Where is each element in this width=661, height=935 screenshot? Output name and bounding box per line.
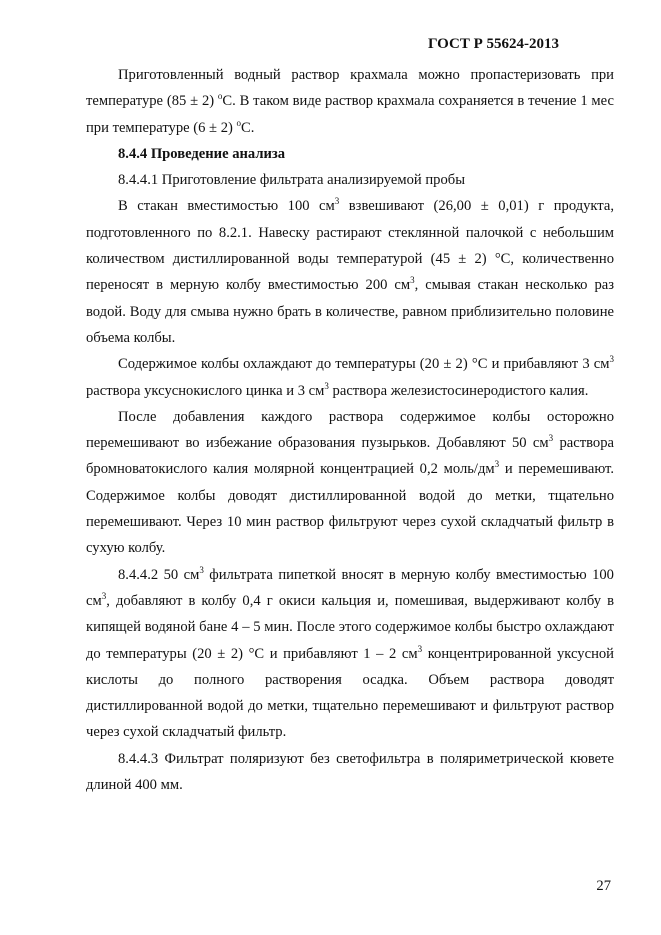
paragraph-mixing: После добавления каждого раствора содержимое колбы осторожно перемешивают во избежание образования пузырьков. Добавляют 50 $см^3$ раствора бромноватокислого калия молярной концентрацией 0,2 моль/$дм^3$ и перемешивают. Содержимое колбы доводят дистиллированной водой до метки, тщательно перемешивают. Через 10 мин раствор фильтруют через сухой складчатый фильтр в сухую колбу. — [86, 408, 614, 557]
paragraph-filtrate-treatment: 8.4.4.2 50 $см^3$ фильтрата пипеткой вносят в мерную колбу вместимостью 100 $см^3$, добавляют в колбу 0,4 г окиси кальция и, помешивая, выдерживают колбу в кипящей водяной бане 4 – 5 мин. После этого содержимое колбы быстро охлаждают до температуры (20 ± 2) °С и прибавляют 1 – 2 $см^3$ концентрированной уксусной кислоты до полного растворения осадка. Объем раствора доводят дистиллированной водой до метки, тщательно перемешивают и фильтруют раствор через сухой складчатый фильтр. — [86, 564, 614, 741]
page-number: 27 — [596, 878, 611, 894]
paragraph-polarization: 8.4.4.3 Фильтрат поляризуют без светофильтра в поляриметрической кювете длиной 400 мм. — [86, 750, 614, 794]
document-body — [86, 62, 614, 798]
paragraph-weighing: В стакан вместимостью 100 $см^3$ взвешивают (26,00 ± 0,01) г продукта, подготовленного по 8.2.1. Навеску растирают стеклянной палочкой с небольшим количеством дистиллированной воды температурой (45 ± 2) °С, количественно переносят в мерную колбу вместимостью 200 $см^3$, смывая стакан несколько раз водой. Воду для смыва нужно брать в количестве, равном приблизительно половине объема колбы. — [86, 196, 614, 346]
subsection-filtrate-preparation: 8.4.4.1 Приготовление фильтрата анализируемой пробы — [118, 172, 465, 189]
paragraph-cooling: Содержимое колбы охлаждают до температуры (20 ± 2) °С и прибавляют 3 $см^3$ раствора уксуснокислого цинка и 3 $см^3$ раствора железистосинеродистого калия. — [86, 354, 614, 399]
document-standard-header: ГОСТ Р 55624-2013 — [427, 36, 559, 52]
section-heading-analysis: 8.4.4 Проведение анализа — [118, 145, 286, 162]
paragraph-starch-pasteurization: Приготовленный водный раствор крахмала можно пропастеризовать при температуре (85 ± 2) $^o$С. В таком виде раствор крахмала сохраняется в течение 1 мес при температуре (6 ± 2) $^o$С. — [86, 67, 614, 136]
